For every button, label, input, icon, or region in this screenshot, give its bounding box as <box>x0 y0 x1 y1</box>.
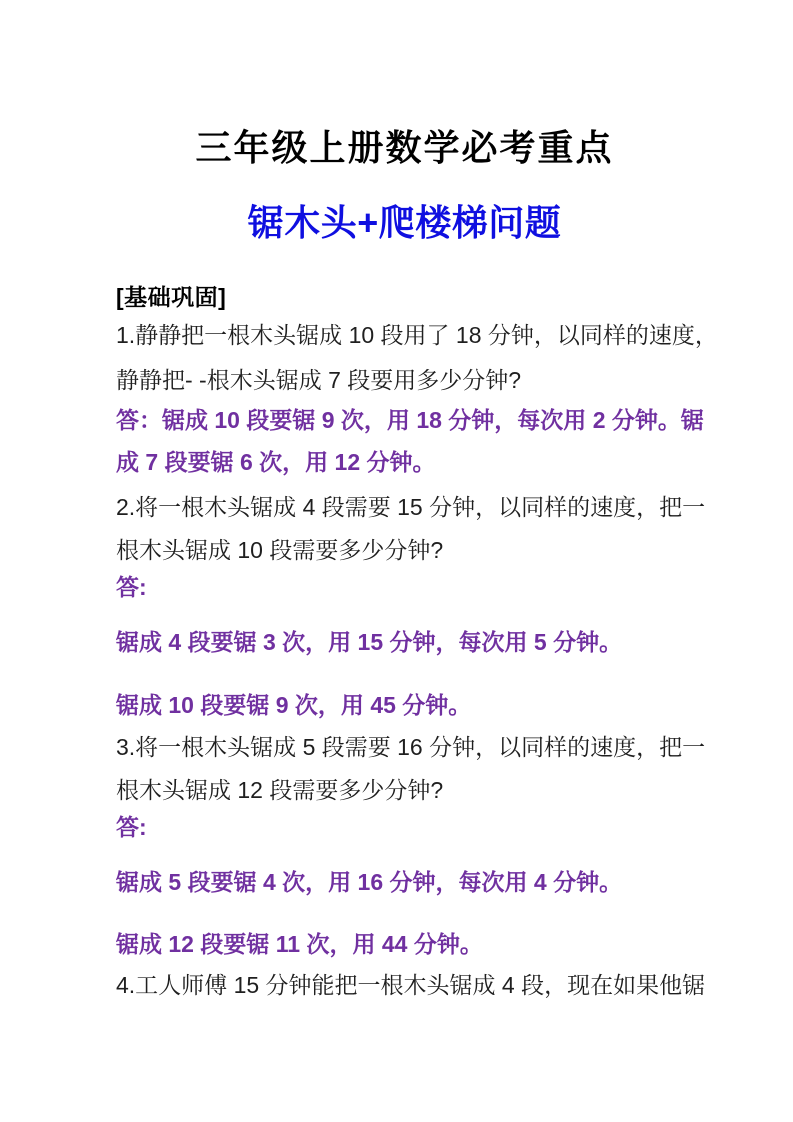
question-2-line-1: 2.将一根木头锯成 4 段需要 15 分钟，以同样的速度，把一 <box>116 494 706 520</box>
question-3-line-2: 根木头锯成 12 段需要多少分钟? <box>116 777 444 803</box>
section-header: [基础巩固] <box>116 284 227 310</box>
page-subtitle: 锯木头+爬楼梯问题 <box>247 202 562 243</box>
answer-2-line-2: 锯成 10 段要锯 9 次，用 45 分钟。 <box>116 692 472 718</box>
question-1-line-2: 静静把- -根木头锯成 7 段要用多少分钟? <box>116 367 522 393</box>
question-4-line-1: 4.工人师傅 15 分钟能把一根木头锯成 4 段，现在如果他锯 <box>116 972 706 998</box>
question-1-line-1: 1.静静把一根木头锯成 10 段用了 18 分钟，以同样的速度， <box>116 322 718 348</box>
answer-2-label: 答: <box>116 574 147 600</box>
answer-1-line-2: 成 7 段要锯 6 次，用 12 分钟。 <box>116 449 436 475</box>
answer-3-line-2: 锯成 12 段要锯 11 次，用 44 分钟。 <box>116 931 483 957</box>
answer-3-label: 答: <box>116 814 147 840</box>
question-2-line-2: 根木头锯成 10 段需要多少分钟? <box>116 537 444 563</box>
answer-2-line-1: 锯成 4 段要锯 3 次，用 15 分钟，每次用 5 分钟。 <box>116 629 623 655</box>
page-title: 三年级上册数学必考重点 <box>195 127 614 168</box>
question-3-line-1: 3.将一根木头锯成 5 段需要 16 分钟，以同样的速度，把一 <box>116 734 706 760</box>
answer-3-line-1: 锯成 5 段要锯 4 次，用 16 分钟，每次用 4 分钟。 <box>116 869 623 895</box>
answer-1-line-1: 答：锯成 10 段要锯 9 次，用 18 分钟，每次用 2 分钟。锯 <box>116 407 704 433</box>
